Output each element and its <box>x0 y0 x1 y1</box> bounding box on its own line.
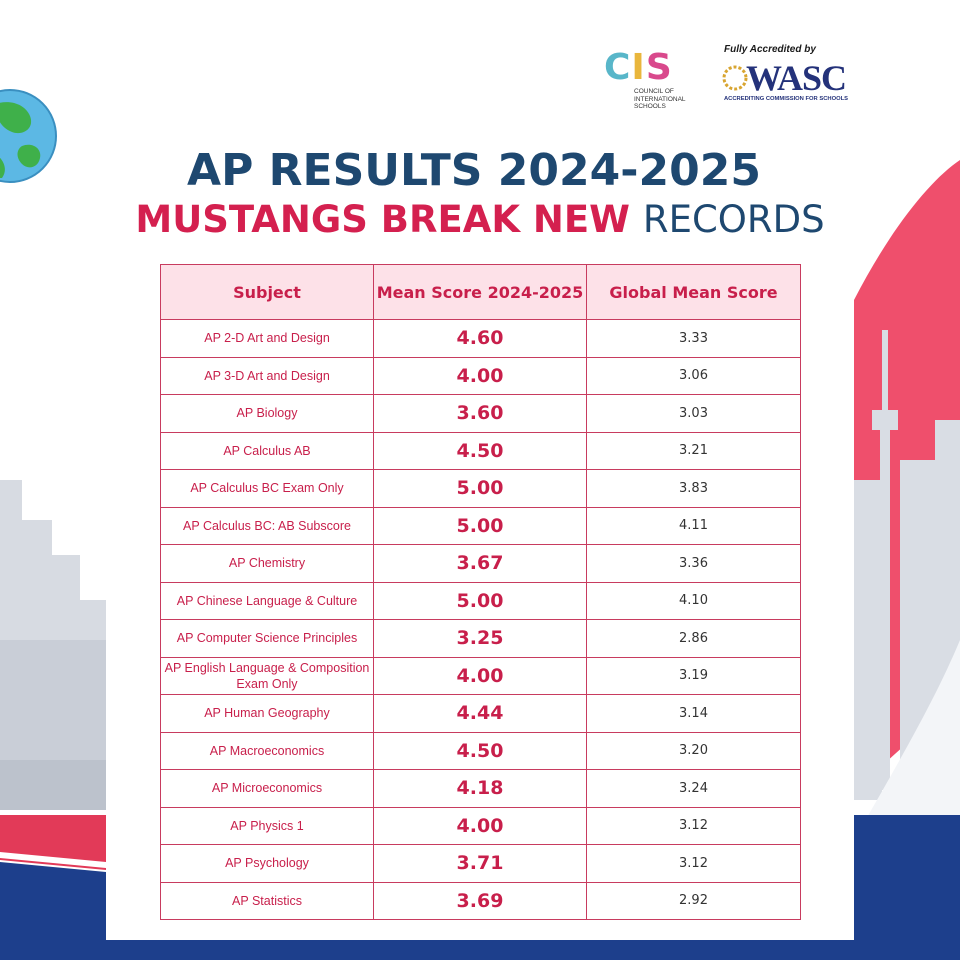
subject-cell: AP Statistics <box>161 882 374 920</box>
mean-score-cell: 3.60 <box>374 395 587 433</box>
subject-cell: AP Calculus BC: AB Subscore <box>161 507 374 545</box>
subject-cell: AP Microeconomics <box>161 770 374 808</box>
subject-cell: AP 2-D Art and Design <box>161 320 374 358</box>
subject-cell: AP English Language & Composition Exam Only <box>161 657 374 695</box>
table-row <box>161 732 801 770</box>
global-mean-cell: 3.36 <box>587 545 801 583</box>
table-row <box>161 695 801 733</box>
subject-cell: AP 3-D Art and Design <box>161 357 374 395</box>
mean-score-cell: 4.00 <box>374 657 587 695</box>
mean-score-cell: 5.00 <box>374 507 587 545</box>
mean-score-cell: 3.67 <box>374 545 587 583</box>
global-mean-cell: 3.14 <box>587 695 801 733</box>
header-global-mean: Global Mean Score <box>587 265 801 320</box>
subtitle-highlight: MUSTANGS BREAK NEW <box>135 198 630 241</box>
table-row <box>161 620 801 658</box>
wasc-mark: WASC <box>746 58 847 98</box>
mean-score-cell: 4.18 <box>374 770 587 808</box>
table-row <box>161 470 801 508</box>
table-row <box>161 807 801 845</box>
subject-cell: AP Calculus AB <box>161 432 374 470</box>
subject-cell: AP Chemistry <box>161 545 374 583</box>
subject-cell: AP Physics 1 <box>161 807 374 845</box>
global-mean-cell: 4.10 <box>587 582 801 620</box>
page-title: AP RESULTS 2024-2025 <box>187 145 761 196</box>
header-mean-score: Mean Score 2024-2025 <box>374 265 587 320</box>
table-row <box>161 582 801 620</box>
subject-cell: AP Psychology <box>161 845 374 883</box>
subject-cell: AP Biology <box>161 395 374 433</box>
table-row <box>161 545 801 583</box>
cis-letter-i: I <box>631 47 646 88</box>
global-mean-cell: 3.21 <box>587 432 801 470</box>
results-table <box>160 264 801 920</box>
table-body <box>161 320 801 920</box>
global-mean-cell: 2.86 <box>587 620 801 658</box>
table-header-row <box>161 265 801 320</box>
table-row <box>161 357 801 395</box>
cis-mark <box>604 48 673 88</box>
cis-letter-s: S <box>645 47 673 88</box>
mean-score-cell: 3.25 <box>374 620 587 658</box>
page-subtitle <box>0 198 960 242</box>
global-mean-cell: 3.12 <box>587 807 801 845</box>
wasc-tagline: Fully Accredited by <box>724 44 816 55</box>
table-row <box>161 882 801 920</box>
mean-score-cell: 5.00 <box>374 582 587 620</box>
global-mean-cell: 3.06 <box>587 357 801 395</box>
mean-score-cell: 4.44 <box>374 695 587 733</box>
header-subject: Subject <box>161 265 374 320</box>
global-mean-cell: 3.12 <box>587 845 801 883</box>
wasc-subtitle: ACCREDITING COMMISSION FOR SCHOOLS <box>724 96 848 102</box>
subject-cell: AP Macroeconomics <box>161 732 374 770</box>
mean-score-cell: 4.60 <box>374 320 587 358</box>
global-mean-cell: 3.24 <box>587 770 801 808</box>
global-mean-cell: 3.83 <box>587 470 801 508</box>
subject-cell: AP Computer Science Principles <box>161 620 374 658</box>
subtitle-rest: RECORDS <box>642 198 825 241</box>
mean-score-cell: 4.50 <box>374 732 587 770</box>
cis-logo <box>604 48 714 110</box>
wasc-logo <box>720 44 880 114</box>
mean-score-cell: 3.69 <box>374 882 587 920</box>
table-row <box>161 320 801 358</box>
mean-score-cell: 4.00 <box>374 357 587 395</box>
table-row <box>161 845 801 883</box>
table-row <box>161 395 801 433</box>
global-mean-cell: 3.33 <box>587 320 801 358</box>
cis-subtitle: COUNCIL OF INTERNATIONAL SCHOOLS <box>634 88 686 110</box>
subject-cell: AP Human Geography <box>161 695 374 733</box>
mean-score-cell: 3.71 <box>374 845 587 883</box>
table-row <box>161 657 801 695</box>
global-mean-cell: 3.20 <box>587 732 801 770</box>
global-mean-cell: 2.92 <box>587 882 801 920</box>
accreditation-logos <box>600 44 900 114</box>
subject-cell: AP Calculus BC Exam Only <box>161 470 374 508</box>
mean-score-cell: 4.50 <box>374 432 587 470</box>
mean-score-cell: 4.00 <box>374 807 587 845</box>
global-mean-cell: 3.19 <box>587 657 801 695</box>
left-skyline-icon <box>0 480 110 810</box>
table-row <box>161 507 801 545</box>
mean-score-cell: 5.00 <box>374 470 587 508</box>
cis-letter-c: C <box>604 47 632 88</box>
subject-cell: AP Chinese Language & Culture <box>161 582 374 620</box>
global-mean-cell: 3.03 <box>587 395 801 433</box>
global-mean-cell: 4.11 <box>587 507 801 545</box>
table-row <box>161 432 801 470</box>
table-row <box>161 770 801 808</box>
